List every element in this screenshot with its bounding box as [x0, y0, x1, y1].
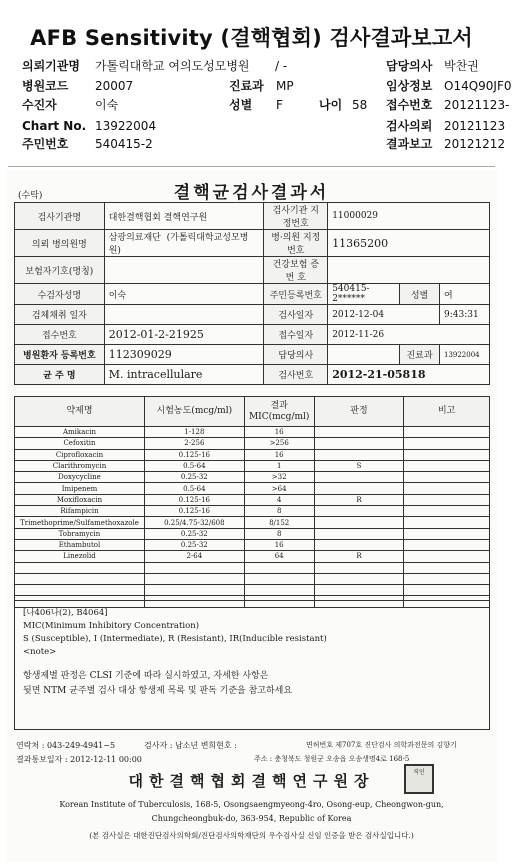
- drug-note: [404, 483, 490, 494]
- lab-code-value: 11000029: [328, 203, 490, 230]
- dept-value-scan: 13922004: [439, 345, 489, 365]
- test-no-label: 검사번호: [264, 365, 328, 385]
- drug-note: [404, 427, 490, 438]
- notes-korean: [23, 669, 481, 699]
- dept-label-scan: 진료과: [400, 345, 440, 365]
- receipt-value: 20121123-: [444, 98, 510, 112]
- dept-label: 진료과: [229, 79, 264, 93]
- drug-note: [404, 517, 490, 528]
- insured-value: [104, 257, 264, 284]
- sex-label: 성별: [229, 98, 253, 112]
- lab-value: 대한결핵협회 결핵연구원: [104, 203, 264, 230]
- drug-range: [144, 585, 244, 596]
- scan-title: 결핵균검사결과서: [173, 183, 330, 203]
- drug-judge: S: [314, 460, 404, 471]
- drug-mic: >32: [244, 472, 314, 483]
- drug-judge: [314, 517, 404, 528]
- col-mic: [244, 397, 314, 427]
- drug-mic: [244, 562, 314, 573]
- reg-label: 병원환자 등록번호: [15, 345, 105, 365]
- rrn-label: 주민등록번호: [264, 284, 328, 305]
- table-row: [15, 551, 490, 562]
- patient-info-table: [14, 202, 490, 385]
- drug-range: 2-64: [144, 551, 244, 562]
- drug-name: Trimethoprime/Sulfamethoxazole: [15, 517, 145, 528]
- drug-note: [404, 562, 490, 573]
- sex-value: F: [276, 98, 283, 112]
- drug-mic: 16: [244, 427, 314, 438]
- drug-name: Moxifloxacin: [15, 494, 145, 505]
- rrn-value: 540415-2******: [328, 284, 400, 305]
- institution-extra: / -: [275, 59, 288, 73]
- report-value: 20121212: [444, 137, 506, 151]
- drug-judge: [314, 506, 404, 517]
- sex-value-scan: 여: [439, 284, 489, 305]
- doctor-value-scan: [328, 345, 400, 365]
- drug-mic: 16: [244, 449, 314, 460]
- drug-range: 2-256: [144, 438, 244, 449]
- drug-judge: [314, 562, 404, 573]
- drug-mic: >64: [244, 483, 314, 494]
- report-label: 결과보고: [386, 137, 433, 151]
- req-label: 의뢰 병의원명: [15, 230, 105, 257]
- drug-name: [15, 573, 145, 584]
- drug-name: Ciprofloxacin: [15, 449, 145, 460]
- doctor-value: 박찬권: [444, 59, 479, 73]
- drug-judge: [314, 438, 404, 449]
- chart-label: Chart No.: [22, 119, 87, 133]
- recv-date-label: 접수일자: [264, 325, 328, 345]
- col-mic-1: 결과: [270, 400, 288, 411]
- drug-range: 0.25/4.75-32/608: [144, 517, 244, 528]
- drug-note: [404, 494, 490, 505]
- req-code-label: 병·의원 지정번호: [264, 230, 328, 257]
- drug-judge: R: [314, 551, 404, 562]
- drug-mic: 8: [244, 506, 314, 517]
- drug-name: Imipenem: [15, 483, 145, 494]
- table-row: [15, 517, 490, 528]
- col-drug: 약제명: [15, 397, 145, 427]
- drug-name: [15, 585, 145, 596]
- disclaimer-text: (본 검사실은 대한진단검사의학회/진단검사의학재단의 우수검사실 신임 인증을 받은 검사실입니다.): [89, 831, 414, 840]
- drug-mic: [244, 573, 314, 584]
- notes-box: [14, 600, 490, 730]
- drug-range: 0.125-16: [144, 494, 244, 505]
- doctor-label: 담당의사: [386, 59, 433, 73]
- req-cell: [104, 230, 264, 257]
- drug-range: 0.25-32: [144, 539, 244, 550]
- drug-name: Clarithromycin: [15, 460, 145, 471]
- test-no-value: 2012-21-05818: [328, 365, 490, 385]
- drug-judge: R: [314, 494, 404, 505]
- drug-mic: >256: [244, 438, 314, 449]
- drug-note: [404, 472, 490, 483]
- dept-value: MP: [276, 79, 294, 93]
- contact-text: 연락처 : 043-249-4941~5: [16, 741, 116, 750]
- note-tag: <note>: [23, 647, 57, 657]
- consignment-tag: (수탁): [18, 191, 43, 201]
- col-judge: 판정: [314, 397, 404, 427]
- drug-range: [144, 573, 244, 584]
- institution-name: 대한결핵협회결핵연구원장: [128, 772, 375, 790]
- doctor-label-scan: 담당의사: [264, 345, 328, 365]
- clinical-label: 임상정보: [386, 79, 433, 93]
- official-seal: 직인: [404, 764, 434, 794]
- drug-note: [404, 438, 490, 449]
- test-date-label: 검사일자: [264, 305, 328, 325]
- req-sub: (가톨릭대학교성모병원): [108, 233, 249, 256]
- drug-mic: 8: [244, 528, 314, 539]
- table-row: [15, 483, 490, 494]
- drug-judge: [314, 449, 404, 460]
- req-value: 삼광의료재단: [108, 233, 161, 243]
- recv-no-value: 2012-01-2-21925: [104, 325, 264, 345]
- test-time-value: 9:43:31: [439, 305, 489, 325]
- notes-kr-line1: 항생제별 판정은 CLSI 기준에 따라 실시하였고, 자세한 사항은: [23, 671, 269, 681]
- drug-note: [404, 449, 490, 460]
- drug-range: 0.125-16: [144, 506, 244, 517]
- drug-note: [404, 528, 490, 539]
- drug-mic: 64: [244, 551, 314, 562]
- card-value: [328, 257, 490, 284]
- table-row: [15, 573, 490, 584]
- col-range: 시험농도(mcg/ml): [144, 397, 244, 427]
- drug-judge: [314, 585, 404, 596]
- drug-judge: [314, 573, 404, 584]
- lab-code-label: 검사기관 지정번호: [264, 203, 328, 230]
- col-note: 비고: [404, 397, 490, 427]
- collect-label: 검체채취 일자: [15, 305, 105, 325]
- test-date-value: 2012-12-04: [328, 305, 440, 325]
- drug-note: [404, 506, 490, 517]
- drug-name: [15, 562, 145, 573]
- drug-judge: [314, 483, 404, 494]
- drug-mic: 4: [244, 494, 314, 505]
- reg-value: 112309029: [104, 345, 264, 365]
- table-row: [15, 585, 490, 596]
- drug-name: Linezolid: [15, 551, 145, 562]
- patient-value: 이숙: [95, 98, 119, 112]
- table-row: [15, 539, 490, 550]
- sex-label-scan: 성별: [400, 284, 440, 305]
- drug-range: 0.25-32: [144, 472, 244, 483]
- susceptibility-table: [14, 396, 490, 608]
- address-en-1: Korean Institute of Tuberculosis, 168-5, Osongsaengmyeong-4ro, Osong-eup, Cheongwon-gun,: [59, 800, 444, 809]
- drug-note: [404, 585, 490, 596]
- age-label: 나이: [319, 98, 343, 112]
- drug-judge: [314, 528, 404, 539]
- report-title: AFB Sensitivity (결핵협회) 검사결과보고서: [30, 26, 473, 50]
- receipt-label: 접수번호: [386, 98, 433, 112]
- card-label: 건강보험 증 번 호: [264, 257, 328, 284]
- drug-note: [404, 551, 490, 562]
- recv-no-label: 접수번호: [15, 325, 105, 345]
- table-row: [15, 506, 490, 517]
- species-label: 균 주 명: [15, 365, 105, 385]
- drug-range: 0.5-64: [144, 483, 244, 494]
- institution-label: 의뢰기관명: [22, 59, 80, 73]
- request-label: 검사의뢰: [386, 119, 433, 133]
- drug-name: Amikacin: [15, 427, 145, 438]
- institution-value: 가톨릭대학교 여의도성모병원: [95, 59, 250, 73]
- drug-mic: 1: [244, 460, 314, 471]
- drug-note: [404, 460, 490, 471]
- drug-note: [404, 573, 490, 584]
- drug-range: [144, 562, 244, 573]
- address-short-text: 주소 : 충청북도 청원군 오송읍 오송생명4로 168-5: [254, 755, 410, 763]
- drug-range: 1-128: [144, 427, 244, 438]
- drug-name: Doxycycline: [15, 472, 145, 483]
- chart-value: 13922004: [95, 119, 157, 133]
- species-value: M. intracellulare: [104, 365, 264, 385]
- drug-note: [404, 539, 490, 550]
- drug-name: Rifampicin: [15, 506, 145, 517]
- id-value: 540415-2: [95, 137, 153, 151]
- lab-label: 검사기관명: [15, 203, 105, 230]
- hospital-code-value: 20007: [95, 79, 134, 93]
- drug-mic: 8/152: [244, 517, 314, 528]
- drug-range: 0.125-16: [144, 449, 244, 460]
- drug-range: 0.25-32: [144, 528, 244, 539]
- drug-judge: [314, 427, 404, 438]
- id-label: 주민번호: [22, 137, 69, 151]
- recv-date-value: 2012-11-26: [328, 325, 490, 345]
- report-date-text: 결과통보일자 : 2012-12-11 00:00: [16, 755, 142, 764]
- insured-label: 보험자기호(명칭): [15, 257, 105, 284]
- drug-judge: [314, 472, 404, 483]
- notes-code: [나406나(2), B4064]: [23, 608, 108, 618]
- license-text: 면허번호 제707호 진단검사 의학과전문의 김향기: [306, 741, 457, 749]
- sir-definition: S (Susceptible), I (Intermediate), R (Resistant), IR(Inducible resistant): [23, 634, 327, 644]
- scanned-report: [6, 170, 497, 862]
- drug-range: 0.5-64: [144, 460, 244, 471]
- table-row: [15, 449, 490, 460]
- notes-kr-line2: 뒷면 NTM 균주별 검사 대상 항생제 목록 및 판독 기준을 참고하세요: [23, 686, 293, 696]
- table-row: [15, 438, 490, 449]
- table-row: [15, 494, 490, 505]
- collect-value: [104, 305, 264, 325]
- hospital-code-label: 병원코드: [22, 79, 69, 93]
- drug-mic: 16: [244, 539, 314, 550]
- drug-judge: [314, 539, 404, 550]
- table-row: [15, 427, 490, 438]
- drug-name: Tobramycin: [15, 528, 145, 539]
- header-divider: [8, 166, 495, 167]
- name-label: 수검자성명: [15, 284, 105, 305]
- table-row: [15, 528, 490, 539]
- request-value: 20121123: [444, 119, 506, 133]
- col-mic-2: MIC(mcg/ml): [248, 411, 310, 422]
- table-row: [15, 472, 490, 483]
- table-row: [15, 562, 490, 573]
- drug-mic: [244, 585, 314, 596]
- patient-label: 수진자: [22, 98, 57, 112]
- table-row: [15, 460, 490, 471]
- drug-name: Ethambutol: [15, 539, 145, 550]
- address-en-2: Chungcheongbuk-do, 363-954, Republic of Korea: [151, 814, 352, 823]
- name-value: 이숙: [104, 284, 264, 305]
- examiner-text: 검사자 : 남소년 변희현호 :: [144, 741, 237, 750]
- clinical-value: O14Q90JF0: [444, 79, 512, 93]
- mic-definition: MIC(Minimum Inhibitory Concentration): [23, 621, 200, 631]
- drug-name: Cefoxitin: [15, 438, 145, 449]
- age-value: 58: [352, 98, 368, 112]
- req-code-value: 11365200: [328, 230, 490, 257]
